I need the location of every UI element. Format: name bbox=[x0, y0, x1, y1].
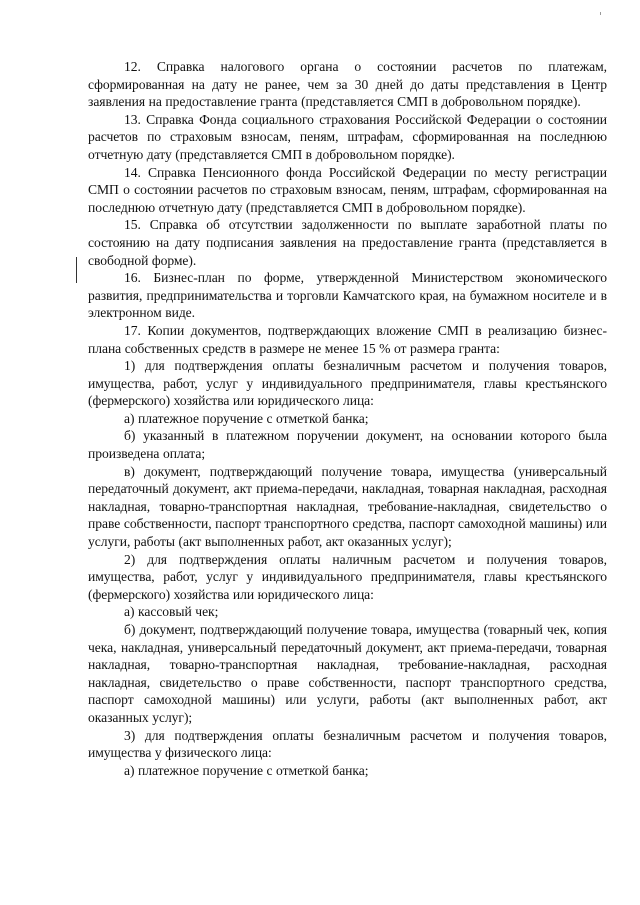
margin-mark bbox=[76, 257, 77, 283]
paragraph-item-12: 12. Справка налогового органа о состоянии расчетов по платежам, сформированная на дату не ранее, чем за 30 дней до даты представления в Центр заявления на предоставление гранта (представляется СМП в добровольном порядке). bbox=[88, 59, 607, 110]
paragraph-item-17: 17. Копии документов, подтверждающих вложение СМП в реализацию бизнес-плана собственных средств в размере не менее 15 % от размера гранта: bbox=[88, 322, 607, 356]
paragraph-subitem-2b: б) документ, подтверждающий получение товара, имущества (товарный чек, копия чека, накладная, универсальный передаточный документ, акт приема-передачи, товарная накладная, товарно-транспортная накладная, требование-накладная, расходная накладная, свидетельство о праве собственности, паспорт транспортного средства, паспорт самоходной машины) или услуги, работы (акт выполненных работ, акт оказанных услуг); bbox=[88, 622, 607, 725]
paragraph-item-13: 13. Справка Фонда социального страхования Российской Федерации о состоянии расчетов по страховым взносам, пеням, штрафам, сформированная на последнюю отчетную дату (представляется СМП в добровольном порядке). bbox=[88, 111, 607, 162]
paragraph-item-15: 15. Справка об отсутствии задолженности по выплате заработной платы по состоянию на дату подписания заявления на предоставление гранта (представляется в свободной форме). bbox=[88, 217, 607, 268]
paragraph-item-16: 16. Бизнес-план по форме, утвержденной Министерством экономического развития, предпринимательства и торговли Камчатского края, на бумажном носителе и в электронном виде. bbox=[88, 270, 607, 321]
paragraph-subitem-1a: а) платежное поручение с отметкой банка; bbox=[124, 410, 369, 426]
paragraph-item-14: 14. Справка Пенсионного фонда Российской Федерации по месту регистрации СМП о состоянии расчетов по страховым взносам, пеням, штрафам, сформированная на последнюю отчетную дату (представляется СМП в добровольном порядке). bbox=[88, 164, 607, 215]
scan-mark bbox=[600, 12, 601, 15]
paragraph-subitem-2a: а) кассовый чек; bbox=[124, 604, 219, 620]
paragraph-subitem-1: 1) для подтверждения оплаты безналичным расчетом и получения товаров, имущества, работ, услуг у индивидуального предпринимателя, главы крестьянского (фермерского) хозяйства или юридического лица: bbox=[88, 358, 607, 409]
paragraph-subitem-3a: а) платежное поручение с отметкой банка; bbox=[124, 762, 369, 778]
paragraph-subitem-2: 2) для подтверждения оплаты наличным расчетом и получения товаров, имущества, работ, услуг у индивидуального предпринимателя, главы крестьянского (фермерского) хозяйства или юридического лица: bbox=[88, 551, 607, 602]
paragraph-subitem-1v: в) документ, подтверждающий получение товара, имущества (универсальный передаточный документ, акт приема-передачи, накладная, товарная накладная, расходная накладная, товарно-транспортная накладная, требование-накладная, свидетельство о праве собственности, паспорт транспортного средства, паспорт самоходной машины) или услуги, работы (акт выполненных работ, акт оказанных услуг); bbox=[88, 463, 607, 550]
paragraph-subitem-1b: б) указанный в платежном поручении документ, на основании которого была произведена оплата; bbox=[88, 428, 607, 462]
paragraph-subitem-3: 3) для подтверждения оплаты безналичным расчетом и получения товаров, имущества у физического лица: bbox=[88, 727, 607, 761]
document-body bbox=[88, 58, 607, 779]
